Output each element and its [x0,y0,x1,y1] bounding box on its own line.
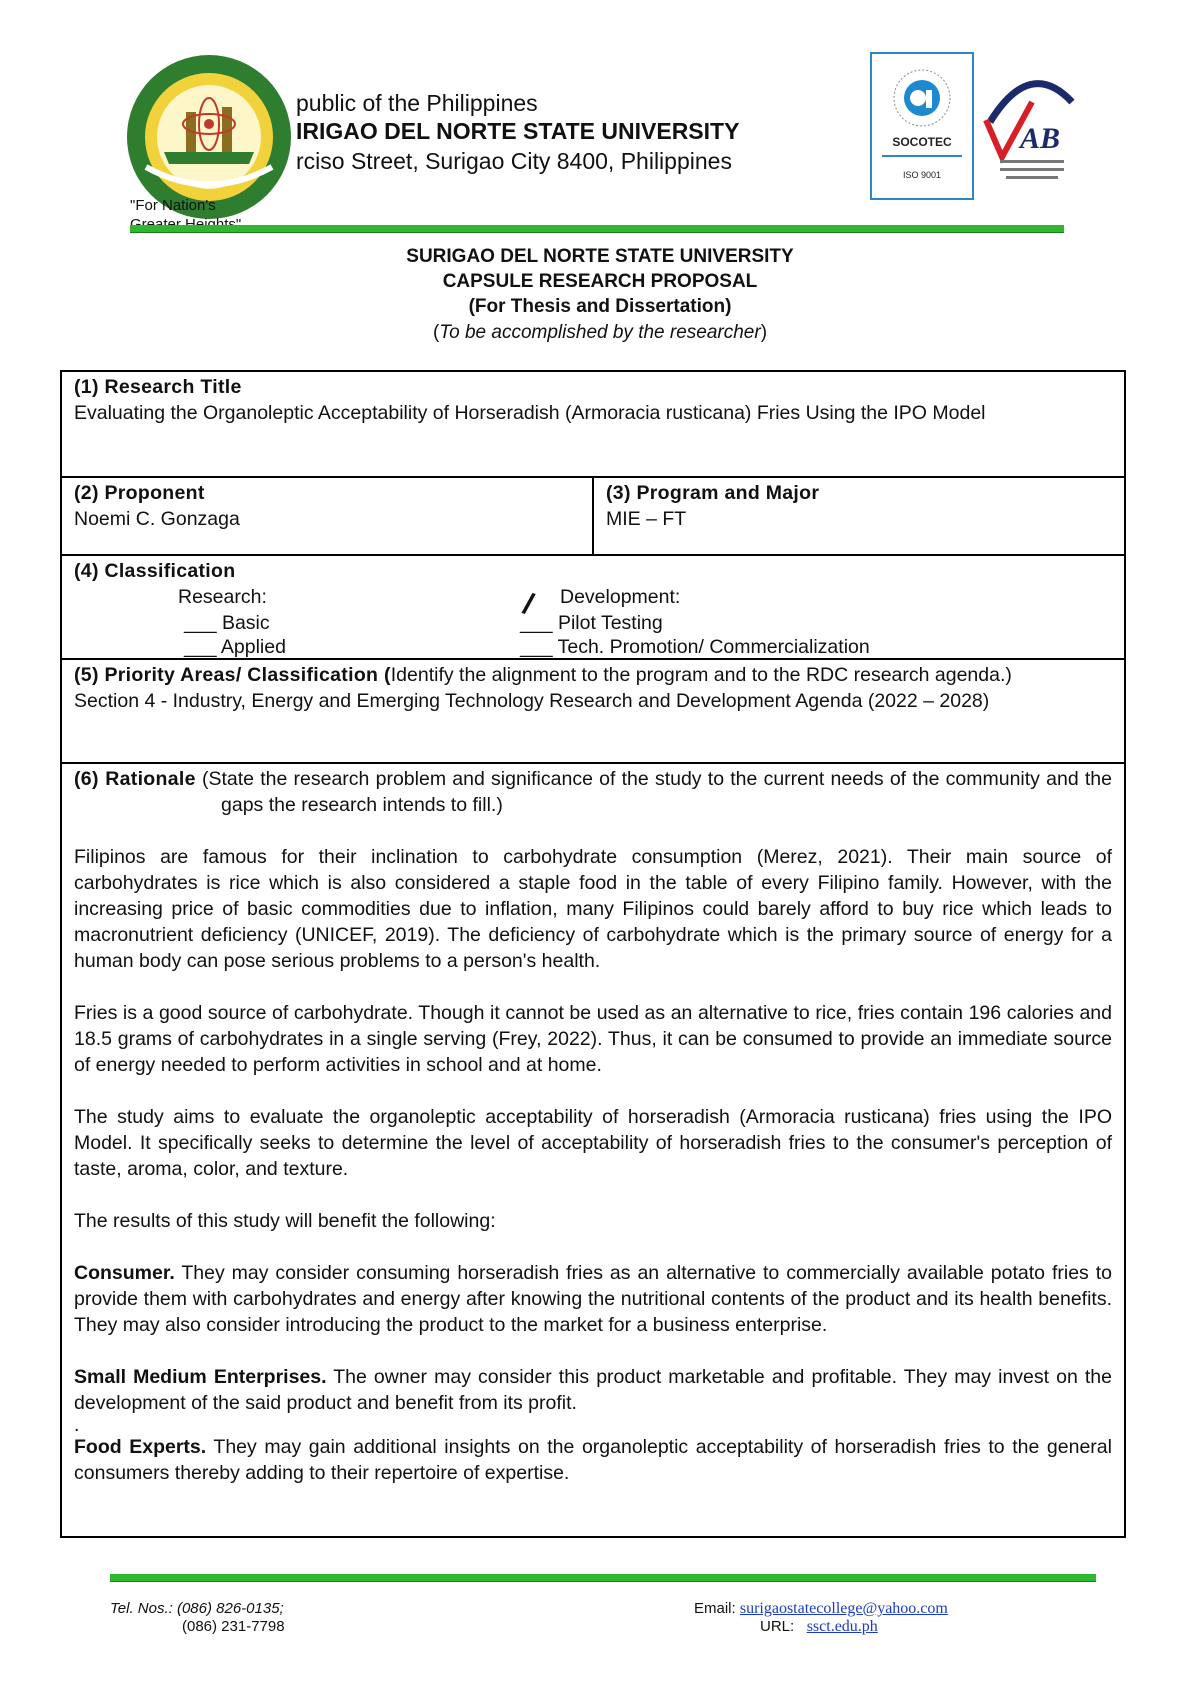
proponent-label: (2) Proponent [74,482,205,504]
footer-email [694,1600,948,1618]
beneficiary-consumer [74,1260,1112,1338]
rationale-instruction: (State the research problem and significance of the study to the current needs of the community and the gaps the research intends to fill.) [201,768,1112,816]
doc-subtitle: (For Thesis and Dissertation) [468,296,732,317]
classification-label: (4) Classification [74,560,236,582]
development-heading: Development: [560,586,681,608]
priority-label-line [74,662,1112,688]
rationale-paragraph-1: Filipinos are famous for their inclination to carbohydrate consumption (Merez, 2021). Their main source of carbohydrates is rice which is also considered a staple food in the table of every Filipino family. However, with the increasing price of basic commodities due to inflation, many Filipinos could barely afford to buy rice which leads to macronutrient deficiency (UNICEF, 2019). The deficiency of carbohydrate which is the primary source of energy for a human body can pose serious problems to a person's health. [74,846,1112,972]
header-university-name: IRIGAO DEL NORTE STATE UNIVERSITY [296,118,740,144]
program-label: (3) Program and Major [606,482,820,504]
research-title-label: (1) Research Title [74,376,242,398]
beneficiary-sme-label: Small Medium Enterprises. [74,1366,327,1388]
instruction-text: To be accomplished by the researcher [439,322,761,343]
stray-dot: . [74,1414,80,1436]
beneficiary-food-experts-text: They may gain additional insights on the organoleptic acceptability of horseradish fries to the general consumers thereby adding to their repertoire of expertise. [74,1436,1112,1484]
motto-line-1: "For Nation's [130,197,216,214]
research-heading: Research: [178,586,267,608]
iab-accreditation-icon [980,62,1075,192]
program-cell [594,478,1124,554]
proponent-program-row [62,478,1124,556]
priority-label: (5) Priority Areas/ Classification ( [74,664,391,686]
program-value: MIE – FT [606,508,687,530]
instruction-close-paren: ) [760,322,768,343]
doc-title: CAPSULE RESEARCH PROPOSAL [442,271,758,292]
beneficiary-consumer-label: Consumer. [74,1262,175,1284]
proponent-value: Noemi C. Gonzaga [74,508,240,530]
footer-tel-line-1: Tel. Nos.: (086) 826-0135; [110,1600,284,1617]
proposal-form [60,370,1126,1538]
footer-divider [110,1574,1096,1582]
beneficiary-consumer-text: They may consider consuming horseradish fries as an alternative to commercially available potato fries to provide them with carbohydrates and energy after knowing the nutritional contents of the product and its health benefits. They may also consider introducing the product to the market for a business enterprise. [74,1262,1112,1336]
rationale-paragraph-3: The study aims to evaluate the organoleptic acceptability of horseradish (Armoracia rusticana) fries using the IPO Model. It specifically seeks to determine the level of acceptability of horseradish fries to the consumer's perception of taste, aroma, color, and texture. [74,1106,1112,1180]
classification-section [62,556,1124,660]
option-applied[interactable]: ___ Applied [184,636,286,658]
priority-value: Section 4 - Industry, Energy and Emerging Technology Research and Development Agenda (2022 – 2028) [74,690,990,712]
beneficiary-food-experts [74,1434,1112,1486]
footer-url [760,1618,878,1636]
option-basic[interactable]: ___ Basic [184,612,270,634]
beneficiary-sme [74,1364,1112,1416]
option-pilot-testing[interactable]: ___ Pilot Testing [520,612,663,634]
rationale-section [62,764,1124,1536]
research-title-section [62,372,1124,478]
proponent-cell [62,478,594,554]
doc-university-title: SURIGAO DEL NORTE STATE UNIVERSITY [406,246,794,267]
doc-instruction [0,320,1200,345]
research-title-value: Evaluating the Organoleptic Acceptability of Horseradish (Armoracia rusticana) Fries Using the IPO Model [74,402,986,424]
beneficiary-food-experts-label: Food Experts. [74,1436,207,1458]
rationale-paragraph-4: The results of this study will benefit the following: [74,1210,496,1232]
check-mark: / [519,587,538,622]
socotec-certification-logo [870,52,974,200]
priority-areas-section [62,660,1124,764]
priority-instruction: Identify the alignment to the program and to the RDC research agenda.) [390,664,1012,686]
svg-text:SOCOTEC: SOCOTEC [892,135,952,149]
header-republic: public of the Philippines [296,90,538,116]
rationale-label: (6) Rationale [74,768,196,790]
instruction-open-paren: ( [432,322,440,343]
svg-text:AB: AB [1020,122,1061,155]
beneficiary-sme-text: The owner may consider this product marketable and profitable. They may invest on the development of the said product and benefit from its profit. [74,1366,1112,1414]
svg-text:ISO 9001: ISO 9001 [902,170,942,180]
footer-url-link[interactable]: ssct.edu.ph [806,1618,878,1635]
rationale-header [74,766,1112,818]
header-divider [130,225,1064,233]
rationale-paragraph-2: Fries is a good source of carbohydrate. Though it cannot be used as an alternative to rice, fries contain 196 calories and 18.5 grams of carbohydrates in a single serving (Frey, 2022). Thus, it can be consumed to provide an immediate source of energy needed to perform activities in school and at home. [74,1002,1112,1076]
footer-url-label: URL: [760,1618,795,1635]
footer-email-label: Email: [694,1600,740,1617]
footer-email-link[interactable]: surigaostatecollege@yahoo.com [739,1600,948,1617]
option-tech-promotion[interactable]: ___ Tech. Promotion/ Commercialization [520,636,870,658]
footer-tel-line-2: (086) 231-7798 [182,1618,285,1635]
socotec-icon [872,54,972,198]
header-address: rciso Street, Surigao City 8400, Philippines [296,148,732,174]
